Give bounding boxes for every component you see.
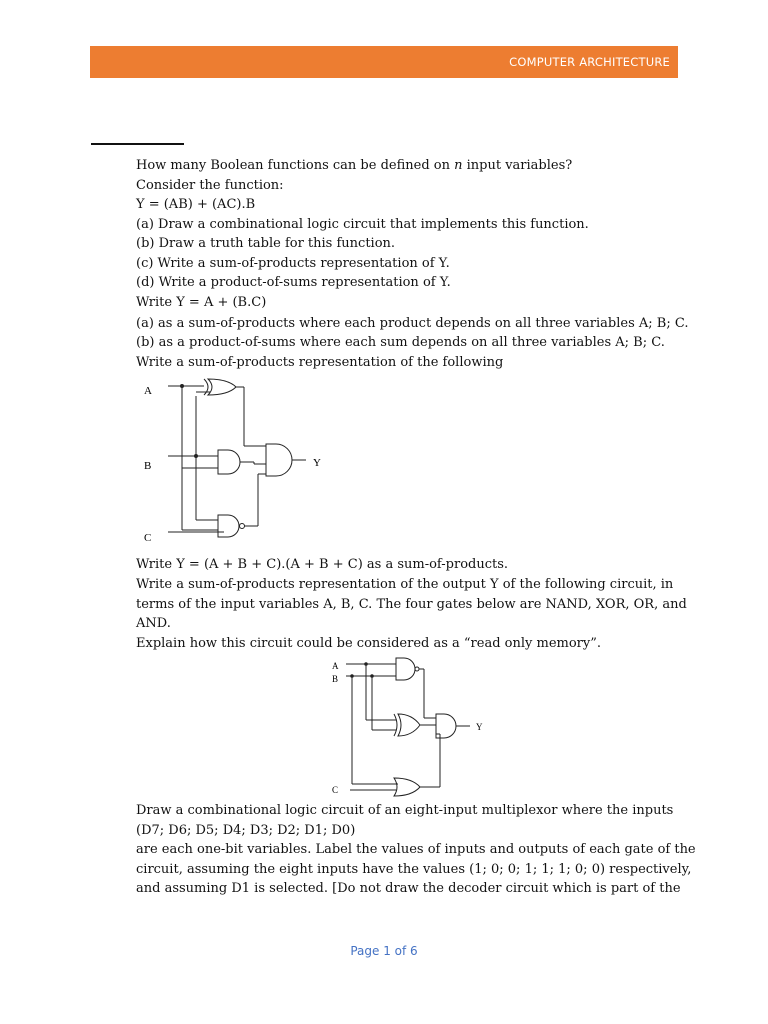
question-line: (b) Draw a truth table for this function. <box>136 236 396 251</box>
question-line: Draw a combinational logic circuit of an eight-input multiplexor where the inputs <box>136 803 674 818</box>
output-label-y: Y <box>476 722 483 732</box>
question-line: terms of the input variables A, B, C. The four gates below are NAND, XOR, OR, and <box>136 597 687 612</box>
question-line: circuit, assuming the eight inputs have the values (1; 0; 0; 1; 1; 1; 0; 0) respectively, <box>136 862 692 877</box>
equation-line: Write Y = (A + B + C).(A + B + C) as a sum-of-products. <box>136 557 509 572</box>
header-bar <box>90 46 678 78</box>
header-title: COMPUTER ARCHITECTURE <box>509 55 670 69</box>
xor-gate <box>398 714 420 736</box>
question-line: (D7; D6; D5; D4; D3; D2; D1; D0) <box>136 823 356 838</box>
input-label-c: C <box>144 532 152 544</box>
output-gate <box>266 444 292 476</box>
question-line: (b) as a product-of-sums where each sum depends on all three variables A; B; C. <box>136 335 665 350</box>
input-label-b: B <box>144 460 152 472</box>
logic-circuit-figure-1 <box>136 374 366 550</box>
question-line: (a) Draw a combinational logic circuit that implements this function. <box>136 217 589 232</box>
question-line: How many Boolean functions can be defined on n input variables? <box>136 158 573 173</box>
equation-line: Y = (AB) + (AC).B <box>136 197 256 212</box>
logic-circuit-figure-2 <box>328 656 498 802</box>
question-line: Write a sum-of-products representation of the following <box>136 355 504 370</box>
output-label-y: Y <box>313 457 321 469</box>
input-label-a: A <box>332 661 339 671</box>
question-line: and assuming D1 is selected. [Do not draw the decoder circuit which is part of the <box>136 881 681 896</box>
input-label-c: C <box>332 785 339 795</box>
question-line: (a) as a sum-of-products where each product depends on all three variables A; B; C. <box>136 316 689 331</box>
section-rule <box>91 143 184 145</box>
page-number: Page 1 of 6 <box>350 944 418 958</box>
question-line: are each one-bit variables. Label the values of inputs and outputs of each gate of the <box>136 842 696 857</box>
question-line: Explain how this circuit could be considered as a “read only memory”. <box>136 636 602 651</box>
nand-gate <box>396 658 415 680</box>
equation-line: Write Y = A + (B.C) <box>136 295 267 310</box>
input-label-b: B <box>332 674 339 684</box>
question-line: AND. <box>136 616 171 631</box>
or-gate <box>394 778 420 796</box>
question-line: (c) Write a sum-of-products representation of Y. <box>136 256 450 271</box>
xor-gate <box>204 379 208 395</box>
nand-gate <box>218 515 239 537</box>
question-line: (d) Write a product-of-sums representation of Y. <box>136 275 451 290</box>
question-line: Consider the function: <box>136 178 284 193</box>
question-line: Write a sum-of-products representation of the output Y of the following circuit, in <box>136 577 674 592</box>
input-label-a: A <box>144 385 152 397</box>
and-gate <box>218 450 240 474</box>
